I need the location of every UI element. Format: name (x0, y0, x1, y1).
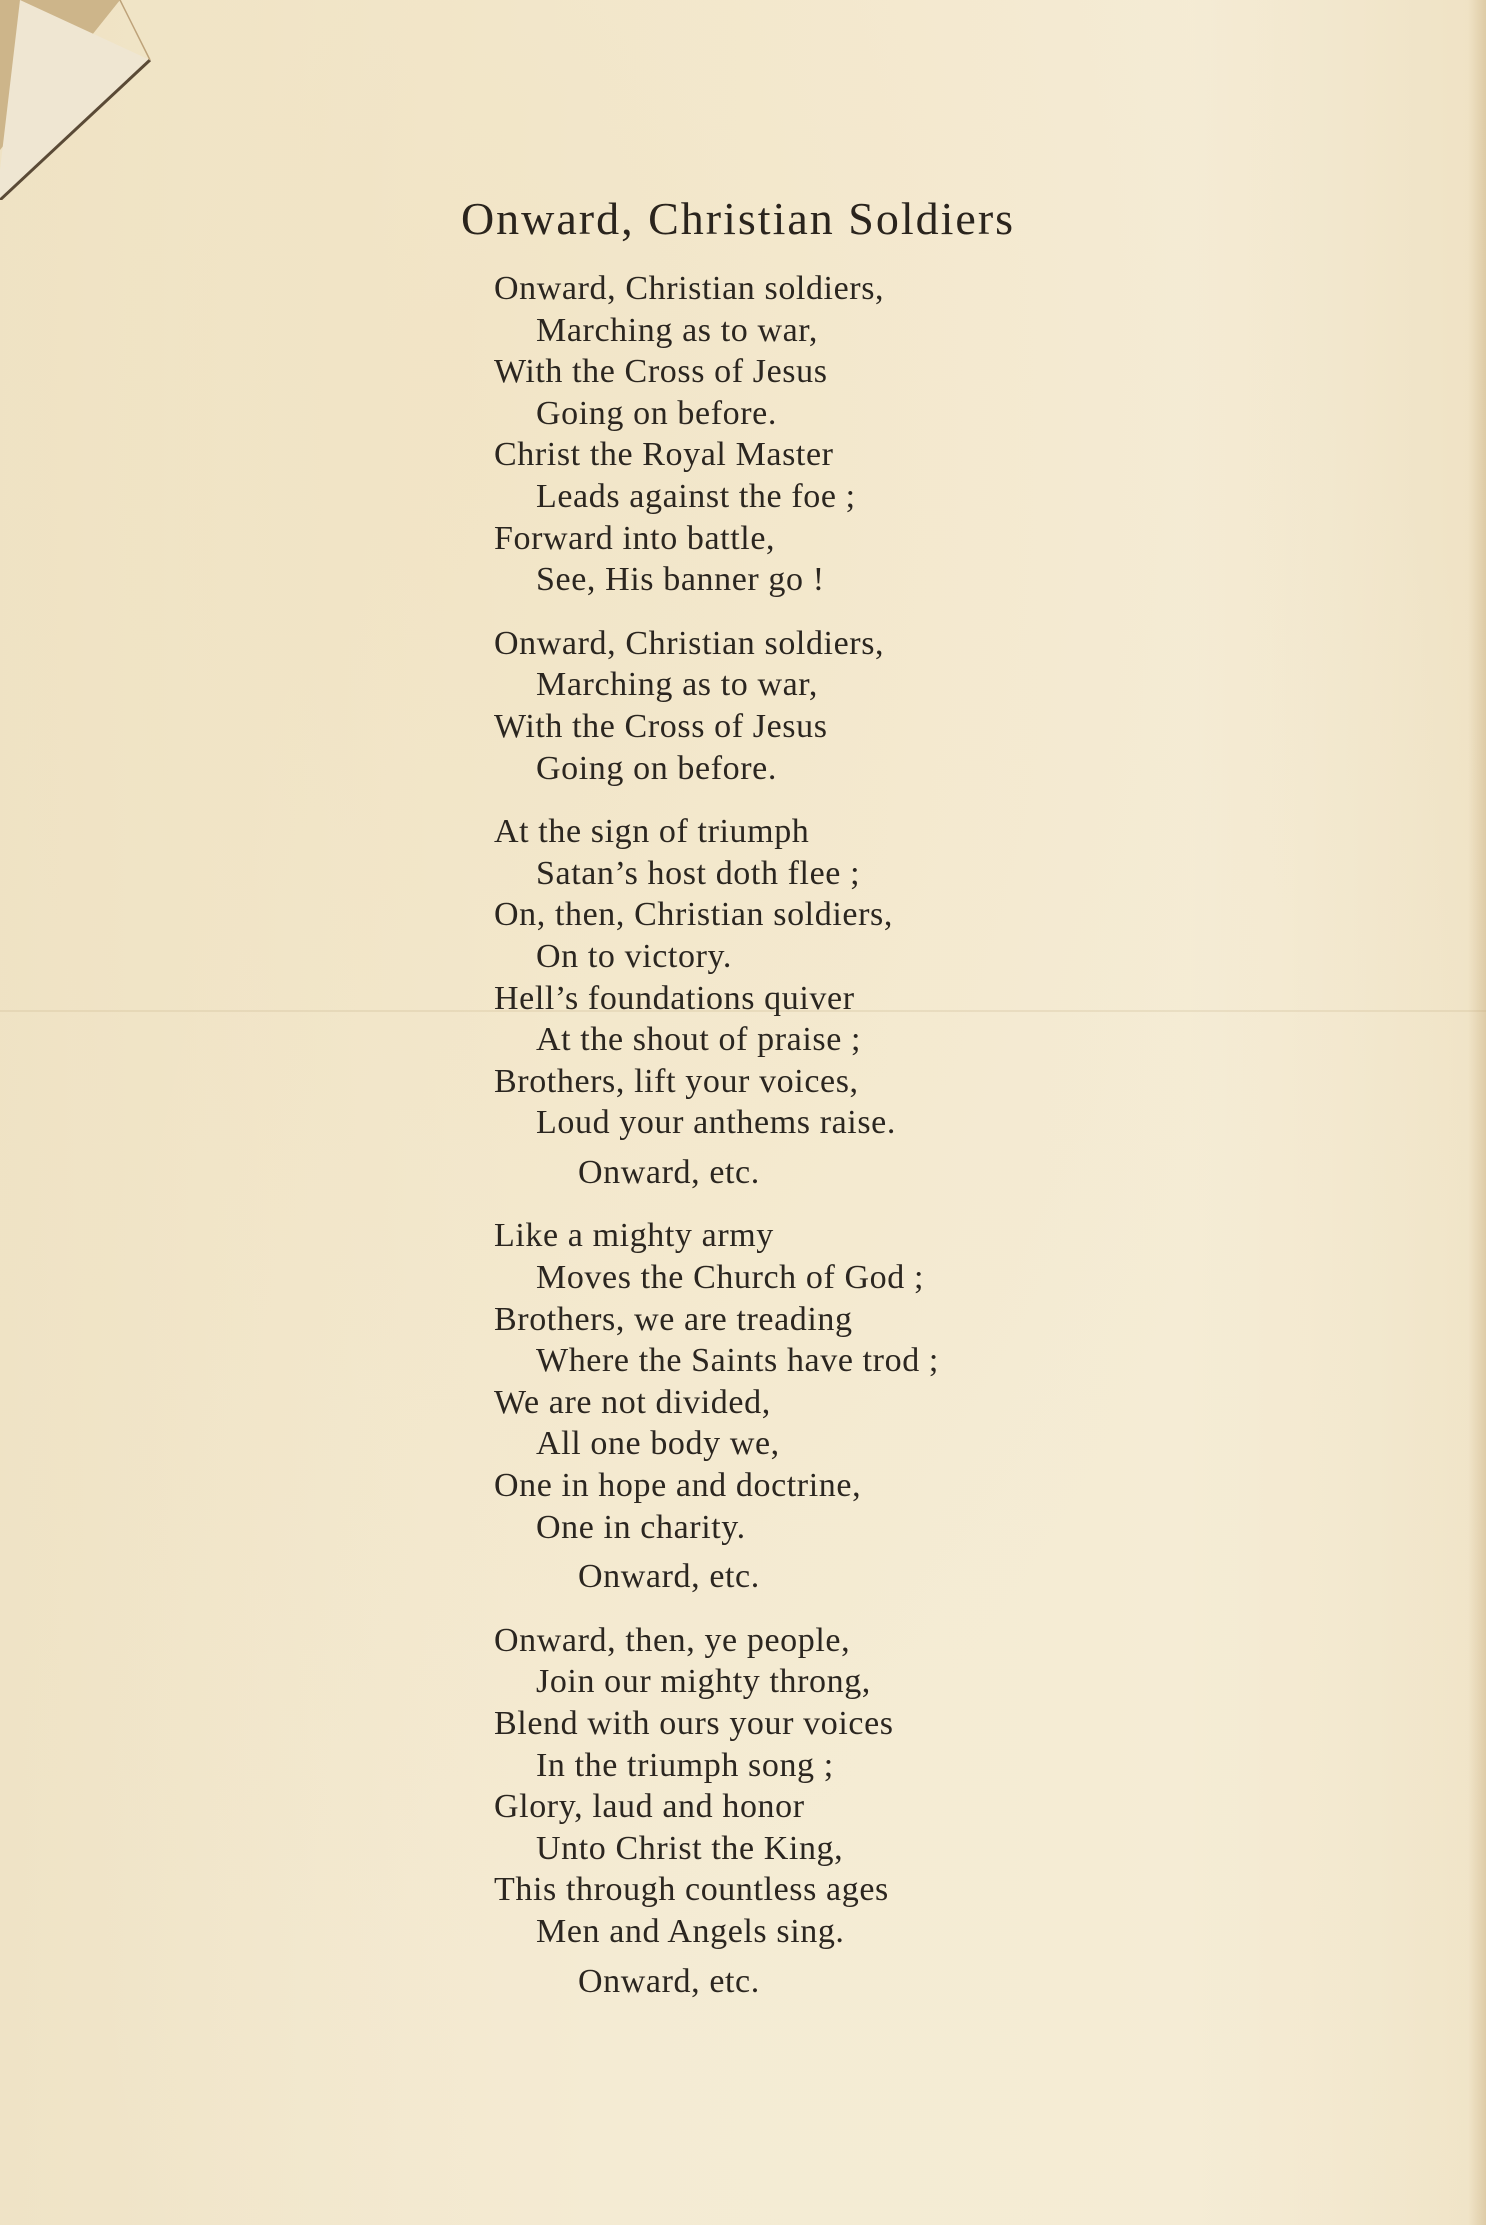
verse-line: Brothers, lift your voices, (494, 1062, 859, 1100)
folded-corner (0, 0, 160, 200)
refrain-line: Onward, etc. (578, 1153, 760, 1191)
hymn-text (494, 268, 1094, 2024)
verse-line: Glory, laud and honor (494, 1788, 805, 1826)
verse-line: Join our mighty throng, (536, 1663, 871, 1701)
verse-line: Moves the Church of God ; (536, 1259, 925, 1297)
stanza-4 (494, 1215, 1094, 1597)
verse-line: Going on before. (536, 749, 777, 787)
verse-line: Onward, then, ye people, (494, 1621, 851, 1659)
verse-line: With the Cross of Jesus (494, 353, 828, 391)
refrain-line: Onward, etc. (578, 1558, 760, 1596)
verse-line: Brothers, we are treading (494, 1300, 853, 1338)
verse-line: One in charity. (536, 1508, 746, 1546)
verse-line: Onward, Christian soldiers, (494, 270, 885, 307)
verse-line: All one body we, (536, 1425, 780, 1463)
paper-edge-shadow (1468, 0, 1486, 2225)
verse-line: Onward, Christian soldiers, (494, 624, 885, 662)
verse-line: Where the Saints have trod ; (536, 1342, 939, 1380)
verse-line: Marching as to war, (536, 666, 818, 704)
verse-line: Christ the Royal Master (494, 436, 834, 474)
verse-line: One in hope and doctrine, (494, 1467, 862, 1505)
verse-line: Leads against the foe ; (536, 477, 856, 515)
verse-line: Forward into battle, (494, 519, 776, 557)
verse-line: On, then, Christian soldiers, (494, 896, 893, 934)
verse-line: Like a mighty army (494, 1217, 774, 1255)
verse-line: Unto Christ the King, (536, 1829, 844, 1867)
verse-line: Blend with ours your voices (494, 1705, 894, 1742)
stanza-2-chorus (494, 623, 1094, 789)
stanza-3 (494, 811, 1094, 1193)
verse-line: Going on before. (536, 394, 777, 432)
verse-line: On to victory. (536, 937, 732, 975)
verse-line: This through countless ages (494, 1871, 889, 1909)
verse-line: We are not divided, (494, 1383, 771, 1421)
verse-line: At the shout of praise ; (536, 1021, 862, 1059)
hymn-title: Onward, Christian Soldiers (460, 193, 1016, 244)
verse-line: Satan’s host doth flee ; (536, 854, 861, 892)
verse-line: Loud your anthems raise. (536, 1104, 896, 1142)
verse-line: Marching as to war, (536, 311, 818, 349)
verse-line: Men and Angels sing. (536, 1912, 845, 1950)
verse-line: At the sign of triumph (494, 813, 810, 851)
stanza-5 (494, 1620, 1094, 2002)
verse-line: In the triumph song ; (536, 1746, 834, 1784)
refrain-line: Onward, etc. (578, 1962, 760, 2000)
verse-line: See, His banner go ! (536, 561, 825, 599)
verse-line: Hell’s foundations quiver (494, 979, 855, 1017)
verse-line: With the Cross of Jesus (494, 707, 828, 745)
stanza-1 (494, 268, 1094, 601)
